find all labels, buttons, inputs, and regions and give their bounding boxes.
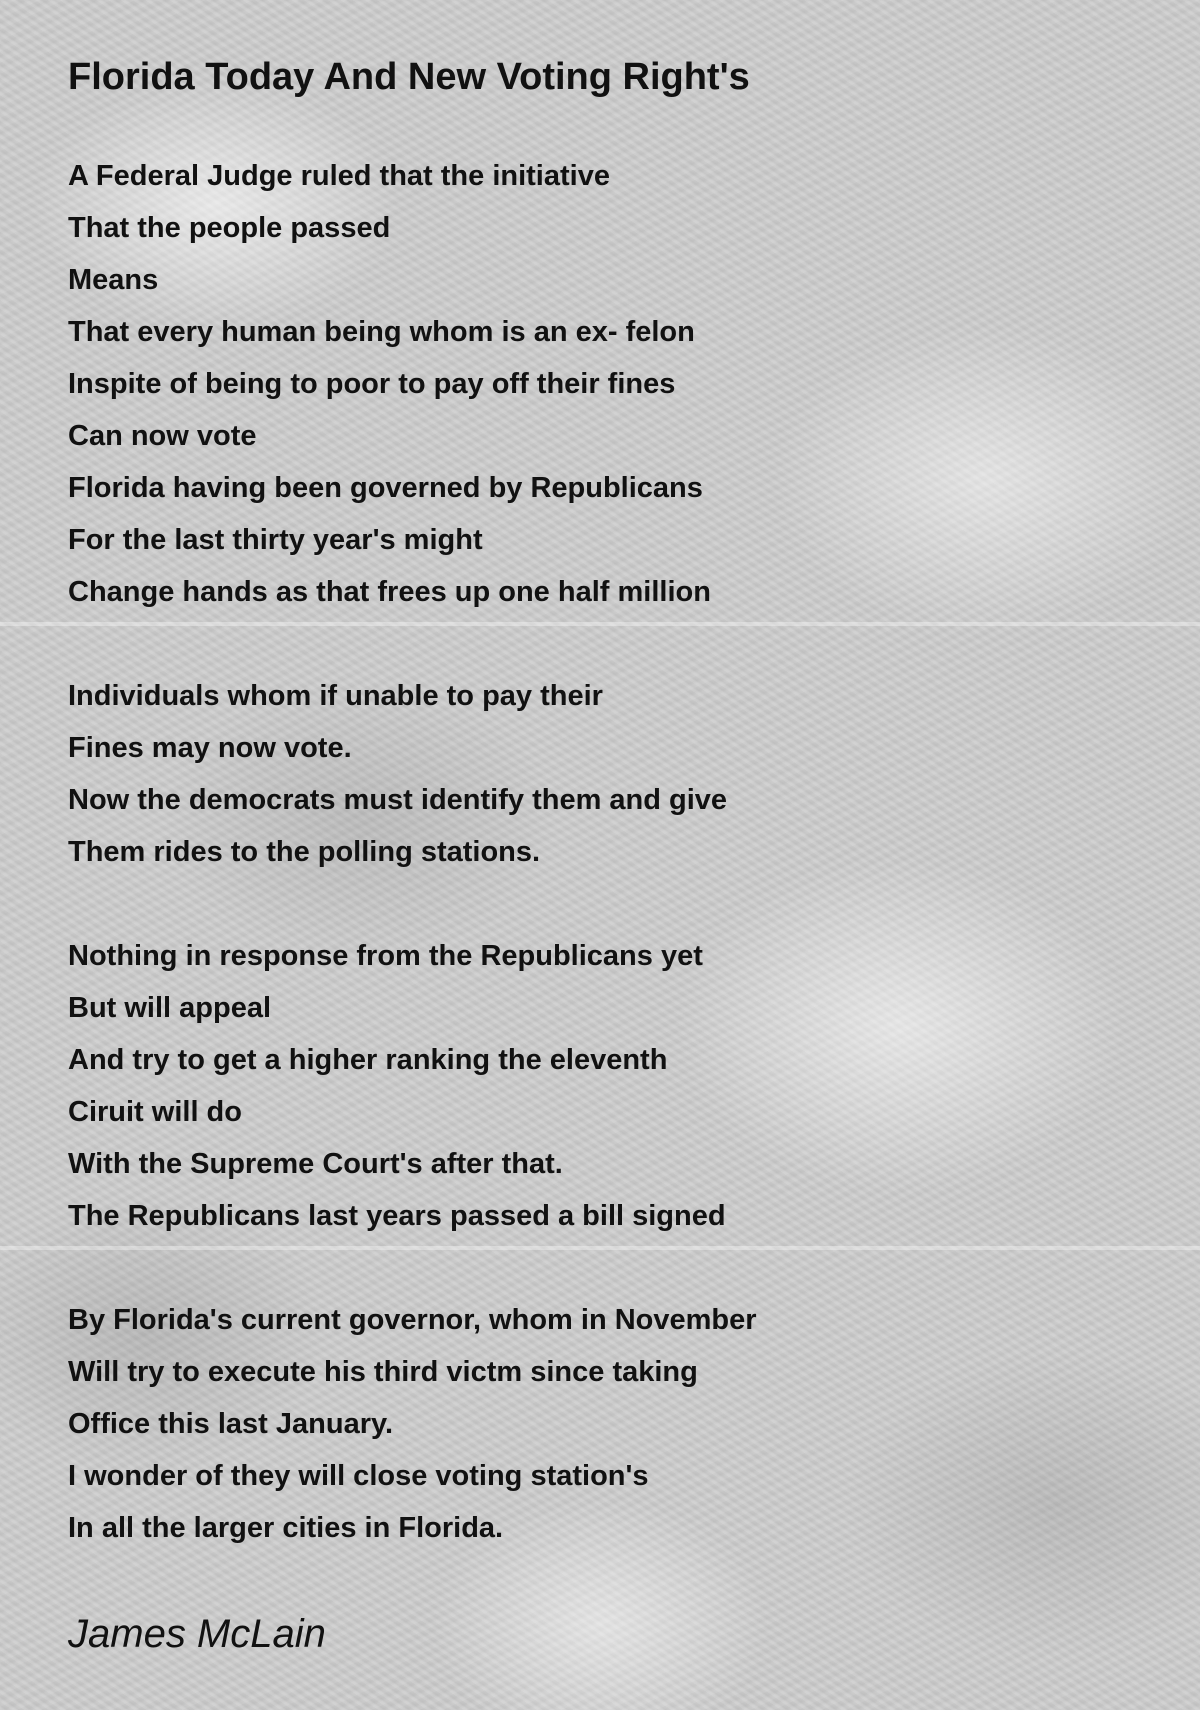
poem-line: I wonder of they will close voting station's <box>68 1460 649 1492</box>
poem-line: By Florida's current governor, whom in November <box>68 1304 757 1336</box>
poem-line: But will appeal <box>68 992 272 1024</box>
background-seam <box>0 622 1200 626</box>
poem-line: A Federal Judge ruled that the initiative <box>68 160 610 192</box>
poem-line: In all the larger cities in Florida. <box>68 1512 504 1544</box>
stanza-2 <box>68 670 727 878</box>
poem-title: Florida Today And New Voting Right's <box>68 56 750 98</box>
poem-line: Means <box>68 264 159 296</box>
background-seam <box>0 1246 1200 1250</box>
poem-line: That the people passed <box>68 212 391 244</box>
poem-line: That every human being whom is an ex- felon <box>68 316 695 348</box>
poem-line: Office this last January. <box>68 1408 394 1440</box>
poem-line: The Republicans last years passed a bill signed <box>68 1200 726 1232</box>
poem-line: Can now vote <box>68 420 257 452</box>
poem-line: Will try to execute his third victm since taking <box>68 1356 698 1388</box>
poem-author: James McLain <box>68 1612 326 1656</box>
poem-line: Them rides to the polling stations. <box>68 836 541 868</box>
poem-line: Nothing in response from the Republicans yet <box>68 940 703 972</box>
poem-line: With the Supreme Court's after that. <box>68 1148 563 1180</box>
poem-line: And try to get a higher ranking the eleventh <box>68 1044 668 1076</box>
stanza-4 <box>68 1294 757 1554</box>
poem-line: Ciruit will do <box>68 1096 242 1128</box>
poem-line: For the last thirty year's might <box>68 524 483 556</box>
poem-line: Change hands as that frees up one half million <box>68 576 711 608</box>
stanza-3 <box>68 930 726 1242</box>
poem-line: Florida having been governed by Republicans <box>68 472 703 504</box>
poem-line: Inspite of being to poor to pay off their fines <box>68 368 676 400</box>
poem-line: Now the democrats must identify them and give <box>68 784 728 816</box>
poem-line: Fines may now vote. <box>68 732 352 764</box>
stanza-1 <box>68 150 711 618</box>
poem-line: Individuals whom if unable to pay their <box>68 680 603 712</box>
